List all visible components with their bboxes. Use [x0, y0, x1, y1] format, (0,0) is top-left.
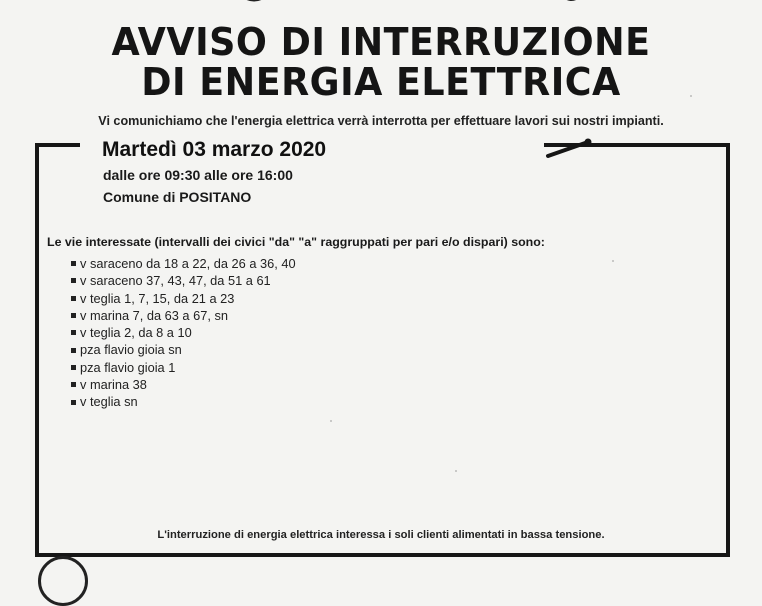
bullet-icon	[71, 365, 76, 370]
outage-hours: dalle ore 09:30 alle ore 16:00	[103, 167, 293, 183]
list-item	[71, 290, 296, 307]
street-text: v teglia 1, 7, 15, da 21 a 23	[80, 290, 235, 306]
bullet-icon	[71, 330, 76, 335]
street-text: v teglia sn	[80, 394, 138, 410]
paper-speck	[612, 260, 614, 262]
street-text: pza flavio gioia 1	[80, 359, 176, 375]
cropped-header-fragment	[0, 0, 762, 8]
outage-municipality: Comune di POSITANO	[103, 189, 252, 205]
list-item	[71, 341, 296, 358]
logo-circle-fragment	[38, 556, 88, 606]
paper-speck	[690, 95, 692, 97]
list-item	[71, 307, 296, 324]
notice-subtitle: Vi comunichiamo che l'energia elettrica verrà interrotta per effettuare lavori sui nostri impianti.	[98, 114, 664, 128]
street-text: pza flavio gioia sn	[80, 342, 182, 358]
list-item	[71, 393, 296, 410]
bullet-icon	[71, 348, 76, 353]
pen-stroke-mark	[540, 132, 610, 162]
bullet-icon	[71, 261, 76, 266]
bullet-icon	[71, 400, 76, 405]
list-item	[71, 324, 296, 341]
bullet-icon	[71, 296, 76, 301]
streets-list	[71, 255, 296, 411]
street-text: v saraceno 37, 43, 47, da 51 a 61	[80, 273, 271, 289]
street-text: v teglia 2, da 8 a 10	[80, 325, 192, 341]
list-item	[71, 359, 296, 376]
notice-title-line-1: AVVISO DI INTERRUZIONE	[111, 20, 651, 64]
bullet-icon	[71, 278, 76, 283]
paper-speck	[330, 420, 332, 422]
bullet-icon	[71, 313, 76, 318]
list-item	[71, 255, 296, 272]
street-text: v marina 38	[80, 377, 147, 393]
notice-title-line-2: DI ENERGIA ELETTRICA	[141, 60, 621, 104]
paper-speck	[455, 470, 457, 472]
list-item	[71, 376, 296, 393]
bullet-icon	[71, 382, 76, 387]
low-voltage-footnote: L'interruzione di energia elettrica interessa i soli clienti alimentati in bassa tensione.	[157, 529, 605, 541]
list-item	[71, 272, 296, 289]
outage-date: Martedì 03 marzo 2020	[102, 138, 327, 161]
streets-intro: Le vie interessate (intervalli dei civici "da" "a" raggruppati per pari e/o dispari) sono:	[47, 235, 545, 249]
street-text: v saraceno da 18 a 22, da 26 a 36, 40	[80, 256, 296, 271]
street-text: v marina 7, da 63 a 67, sn	[80, 307, 228, 323]
